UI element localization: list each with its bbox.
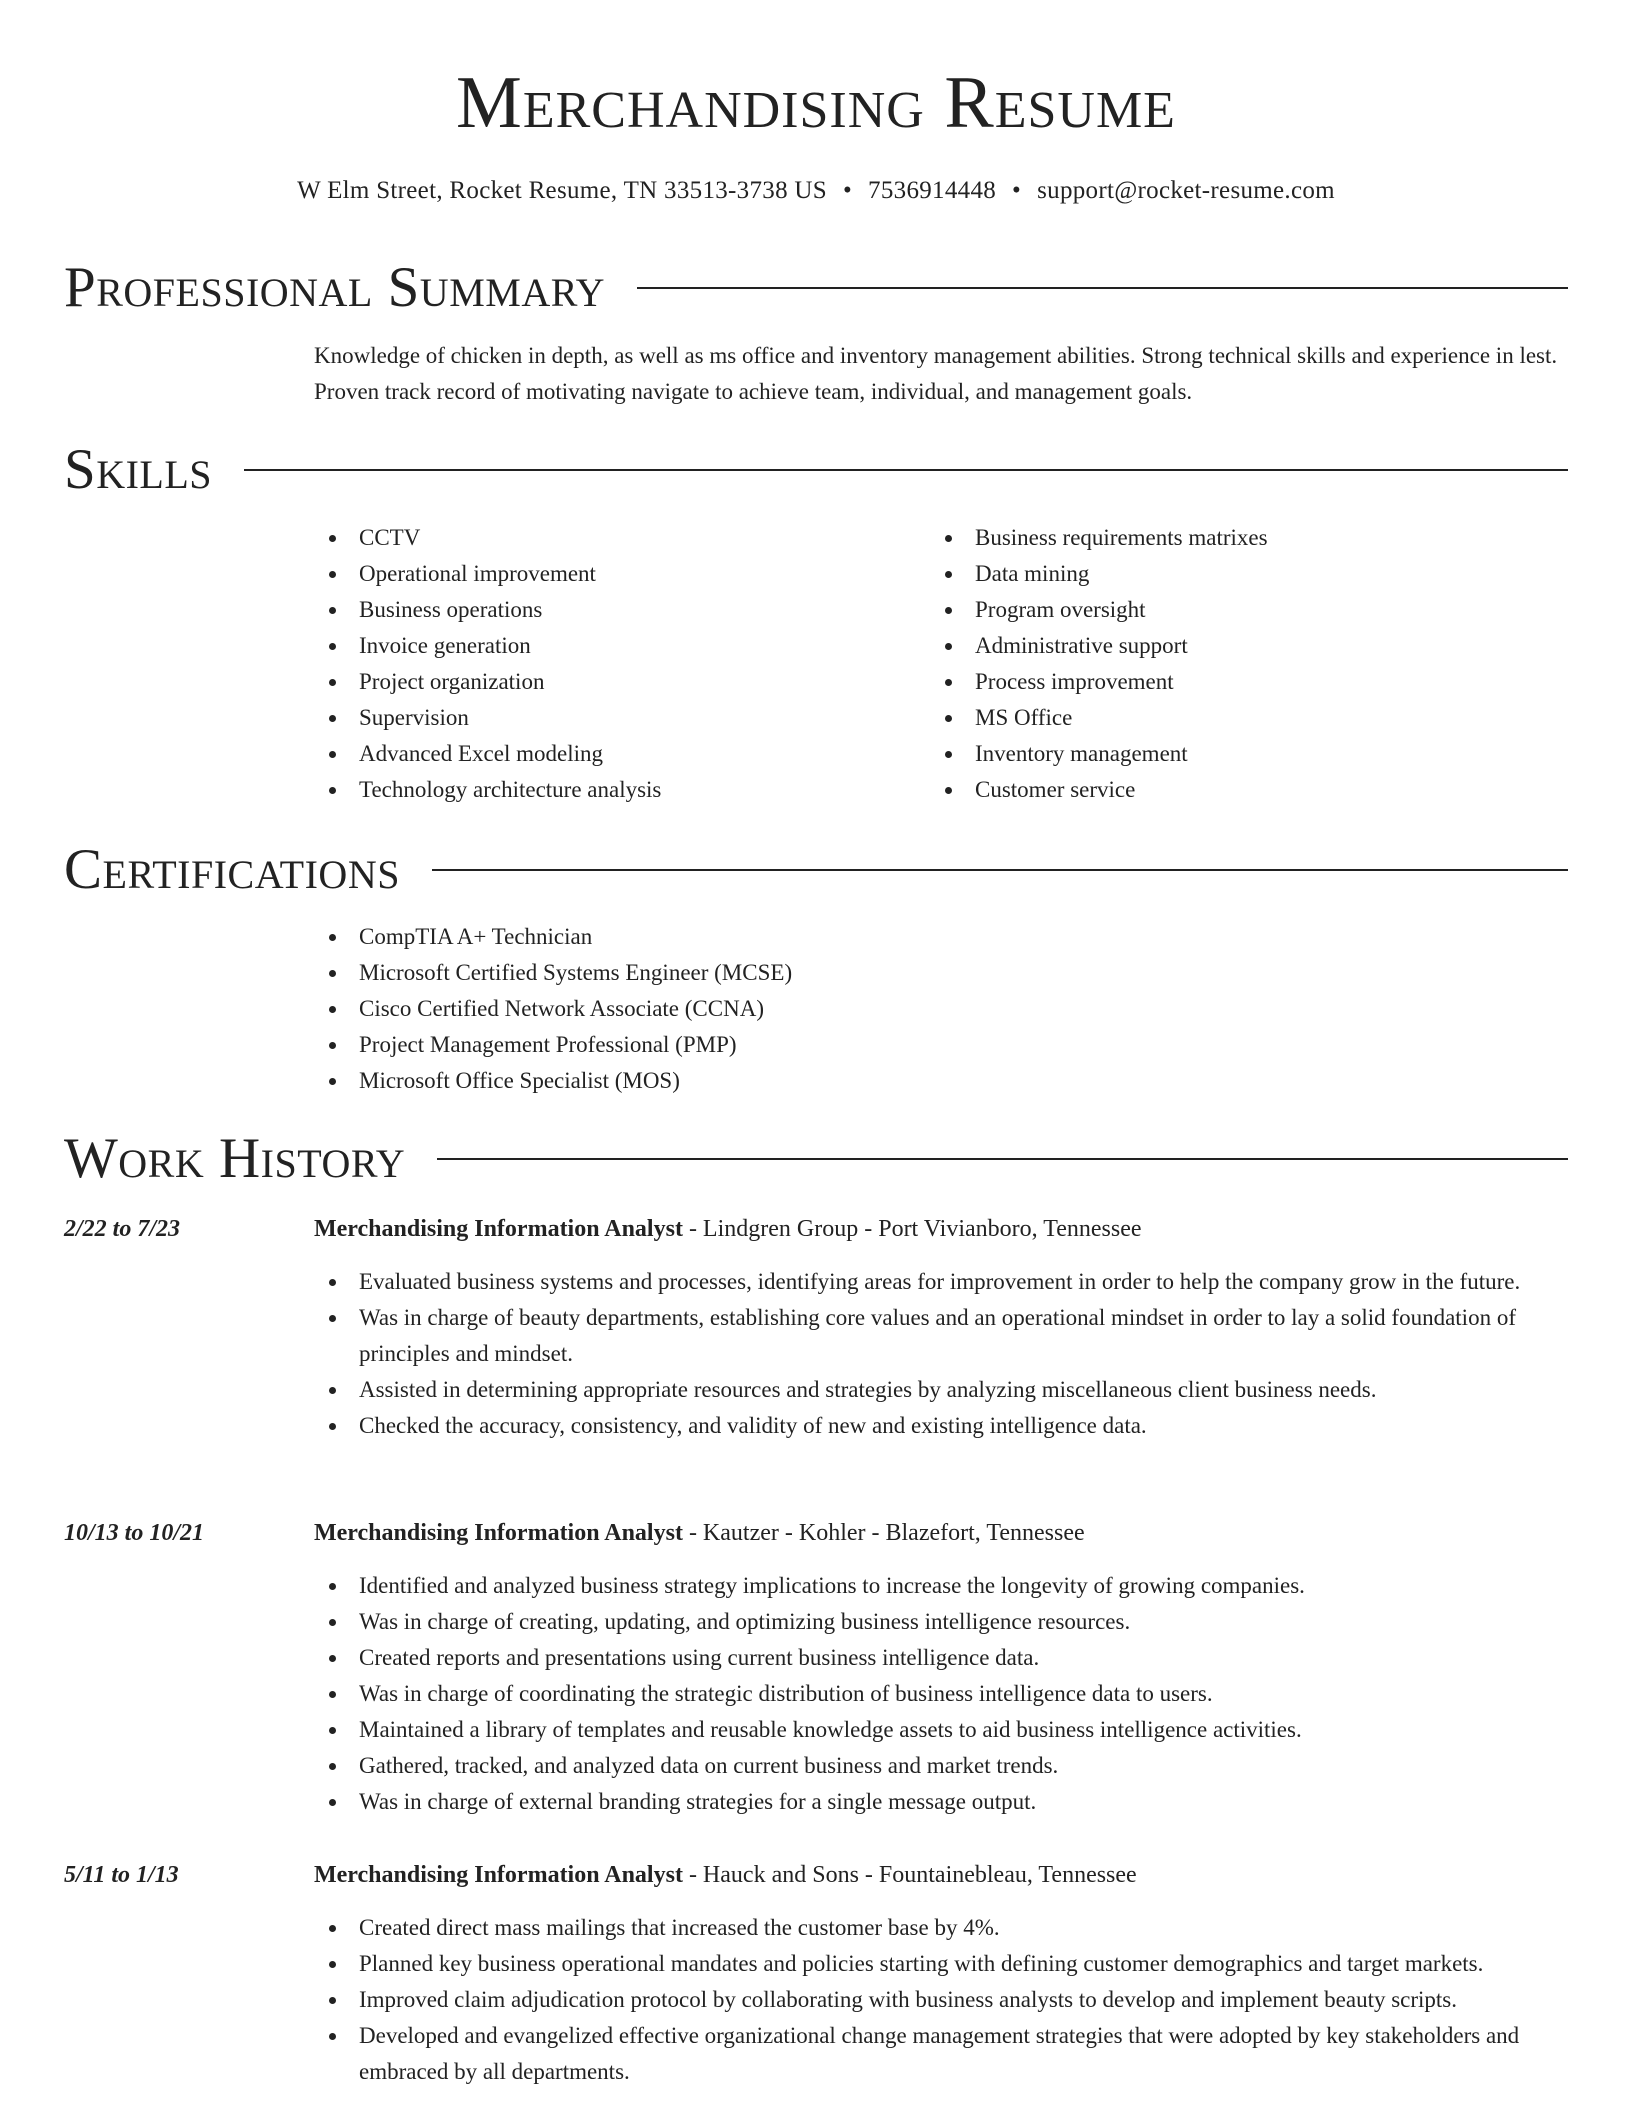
skill-item: Invoice generation: [314, 628, 914, 664]
job-title-line: [314, 1211, 1568, 1247]
email: support@rocket-resume.com: [1037, 177, 1335, 204]
certification-item: Microsoft Certified Systems Engineer (MCSE): [314, 955, 1314, 991]
phone: 7536914448: [868, 177, 997, 204]
job-duty: Assisted in determining appropriate resources and strategies by analyzing miscellaneous client business needs.: [314, 1372, 1568, 1408]
job-duty: Was in charge of external branding strategies for a single message output.: [314, 1784, 1568, 1820]
skill-item: MS Office: [930, 700, 1550, 736]
certification-item: Project Management Professional (PMP): [314, 1027, 1314, 1063]
section-divider: [437, 1158, 1568, 1160]
job-duty: Planned key business operational mandates and policies starting with defining customer demographics and target markets.: [314, 1946, 1568, 1982]
job-duty: Evaluated business systems and processes, identifying areas for improvement in order to help the company grow in the future.: [314, 1264, 1568, 1300]
section-title-work-history: Work History: [64, 1127, 406, 1190]
skill-item: CCTV: [314, 520, 914, 556]
job-duty: Maintained a library of templates and reusable knowledge assets to aid business intelligence activities.: [314, 1712, 1568, 1748]
skill-item: Advanced Excel modeling: [314, 736, 914, 772]
section-title-summary: Professional Summary: [64, 256, 606, 319]
job-duty: Developed and evangelized effective organizational change management strategies that were adopted by key stakeholders and embraced by all departments.: [314, 2018, 1568, 2090]
job-duty: Created direct mass mailings that increased the customer base by 4%.: [314, 1910, 1568, 1946]
job-duty: Was in charge of creating, updating, and optimizing business intelligence resources.: [314, 1604, 1568, 1640]
job-role: Merchandising Information Analyst: [314, 1520, 683, 1546]
skill-item: Inventory management: [930, 736, 1550, 772]
job-role: Merchandising Information Analyst: [314, 1216, 683, 1242]
job-duties-list: [314, 1264, 1568, 1444]
section-header-skills: [64, 437, 1568, 503]
skill-item: Operational improvement: [314, 556, 914, 592]
skill-item: Technology architecture analysis: [314, 772, 914, 808]
section-divider: [637, 287, 1568, 289]
skill-item: Program oversight: [930, 592, 1550, 628]
skill-item: Data mining: [930, 556, 1550, 592]
section-title-skills: Skills: [64, 438, 213, 501]
job-duty: Was in charge of beauty departments, establishing core values and an operational mindset in order to lay a solid foundation of principles and mindset.: [314, 1300, 1568, 1372]
contact-line: [0, 174, 1632, 208]
summary-text: Knowledge of chicken in depth, as well as ms office and inventory management abilities. Strong technical skills and experience in lest. Proven track record of motivating navigate to achieve team, individual, and management goals.: [314, 343, 1558, 404]
skills-list-right: [930, 520, 1550, 808]
job-title-line: [314, 1515, 1568, 1551]
job-duties-list: [314, 1568, 1568, 1820]
job-dates: 10/13 to 10/21: [64, 1520, 205, 1546]
section-title-certifications: Certifications: [64, 838, 400, 901]
certifications-list: [314, 919, 1314, 1099]
job-dates: 5/11 to 1/13: [64, 1862, 179, 1888]
job-duty: Checked the accuracy, consistency, and validity of new and existing intelligence data.: [314, 1408, 1568, 1444]
skill-item: Project organization: [314, 664, 914, 700]
job-employer-location: - Kautzer - Kohler - Blazefort, Tennessee: [682, 1520, 1085, 1546]
section-divider: [432, 869, 1568, 871]
job-role: Merchandising Information Analyst: [314, 1862, 683, 1888]
certification-item: Microsoft Office Specialist (MOS): [314, 1063, 1314, 1099]
skills-list-left: [314, 520, 914, 808]
skill-item: Supervision: [314, 700, 914, 736]
certification-item: CompTIA A+ Technician: [314, 919, 1314, 955]
certification-item: Cisco Certified Network Associate (CCNA): [314, 991, 1314, 1027]
skill-item: Business requirements matrixes: [930, 520, 1550, 556]
skill-item: Business operations: [314, 592, 914, 628]
job-duty: Gathered, tracked, and analyzed data on current business and market trends.: [314, 1748, 1568, 1784]
section-header-work-history: [64, 1126, 1568, 1192]
job-dates: 2/22 to 7/23: [64, 1216, 181, 1242]
job-employer-location: - Lindgren Group - Port Vivianboro, Tennessee: [682, 1216, 1142, 1242]
separator-dot: •: [1012, 177, 1022, 204]
job-duty: Created reports and presentations using current business intelligence data.: [314, 1640, 1568, 1676]
section-header-summary: [64, 255, 1568, 321]
job-duty: Was in charge of coordinating the strategic distribution of business intelligence data to users.: [314, 1676, 1568, 1712]
address: W Elm Street, Rocket Resume, TN 33513-3738 US: [297, 177, 827, 204]
job-duty: Improved claim adjudication protocol by collaborating with business analysts to develop and implement beauty scripts.: [314, 1982, 1568, 2018]
separator-dot: •: [842, 177, 853, 204]
job-duty: Identified and analyzed business strategy implications to increase the longevity of growing companies.: [314, 1568, 1568, 1604]
job-employer-location: - Hauck and Sons - Fountainebleau, Tennessee: [682, 1862, 1137, 1888]
skill-item: Administrative support: [930, 628, 1550, 664]
skill-item: Customer service: [930, 772, 1550, 808]
resume-title: Merchandising Resume: [456, 62, 1176, 144]
section-header-certifications: [64, 837, 1568, 903]
skill-item: Process improvement: [930, 664, 1550, 700]
section-divider: [244, 469, 1568, 471]
job-title-line: [314, 1857, 1568, 1893]
job-duties-list: [314, 1910, 1568, 2090]
